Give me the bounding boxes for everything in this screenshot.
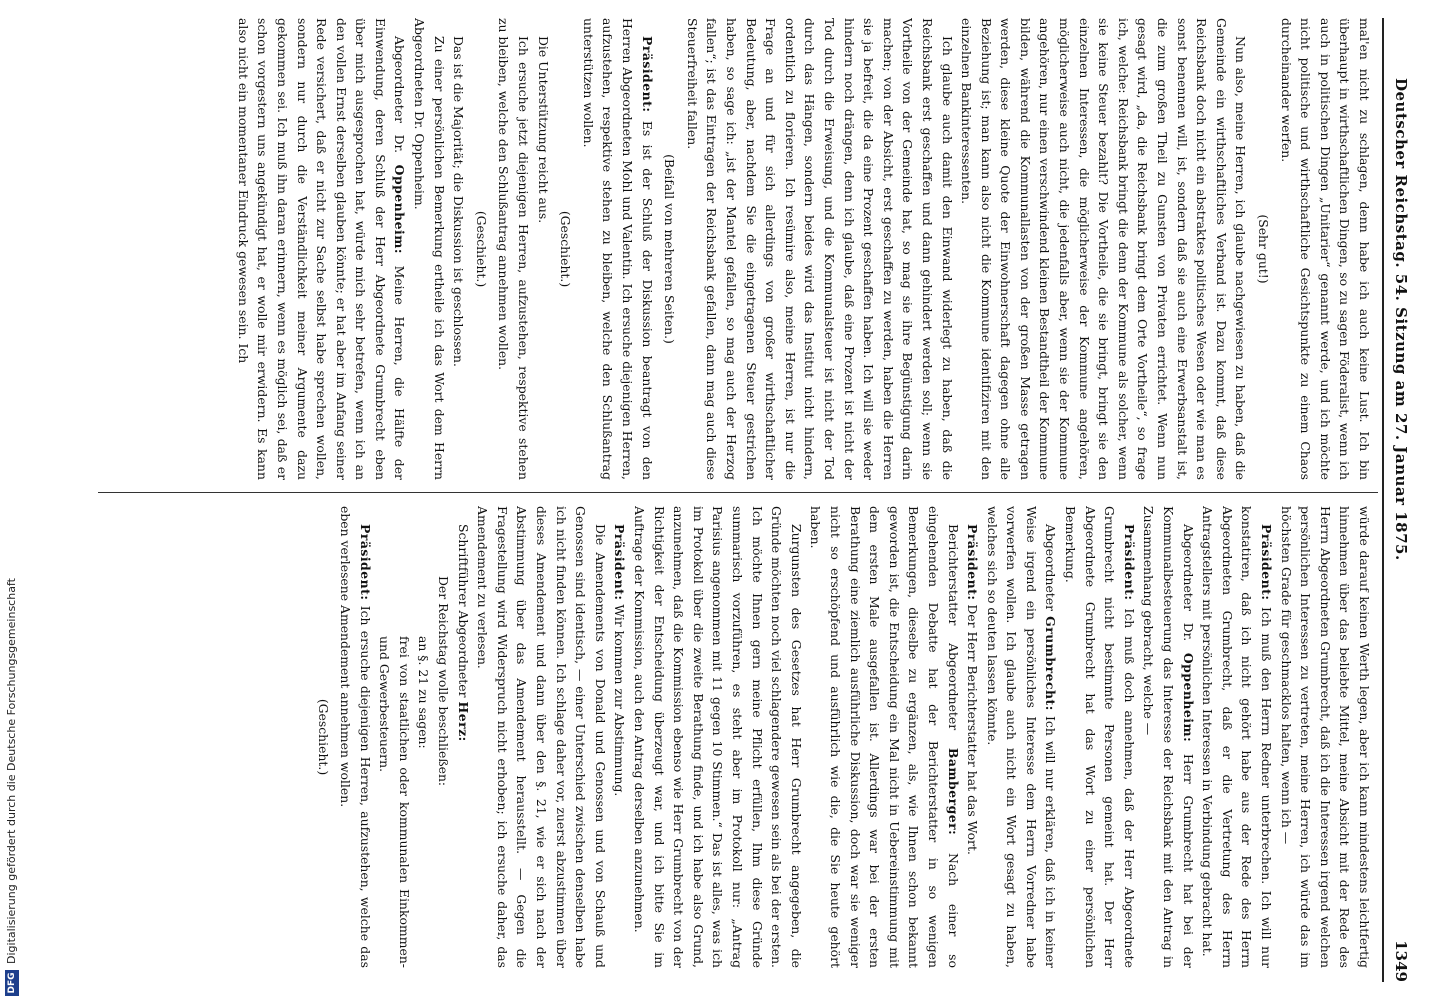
speaker-label: Präsident: bbox=[965, 524, 981, 601]
speech-text: Meine Herren, die Hälfte der Einwendung, deren Schluß der Herr Abgeordnete Grumbrecht eben über mich ausgesprochen hat, würde mich sehr betrefen, wenn ich an den vollen Ernst derselben glauben könnte; er hat aber im Anfang seiner Rede versichert, daß er nicht zur Sache selbst habe sprechen wollen, sondern nur durch die Verständlichkeit meiner Argumente dazu gekommen sei. Ich muß ihn daran erinnern, wenn es möglich sei, daß er schon vorgestern uns angekündigt hat, er wolle mir erwidern. Es kann also nicht ein momentaner Eindruck gewesen sein. Ich bbox=[235, 18, 408, 480]
speech-text: Herr Grumbrecht hat bei der Kommunalbesteuerung das Interesse der Reichsbank mit den Antrag in Zusammenhang gebracht, welche — bbox=[1141, 506, 1196, 968]
speaker-label: Präsident: bbox=[639, 36, 655, 113]
speech-text: Nach einer so eingehenden Debatte hat der Berichterstatter in so wenigen Bemerkungen, dieselbe zu ergänzen, als, wie Ihnen schon bekannt geworden ist, die Entscheidung ein Mal nicht in Uebereinstimmung mit dem ersten Male ausgefallen ist. Allerdings war bei der ersten Berathung eine ziemlich ausführliche Diskussion, doch war sie weniger nicht so erschöpfend und ausführlich wie die, die Sie heute gehört haben. bbox=[808, 506, 961, 968]
motion-text: an §. 21 zu sagen: bbox=[416, 636, 432, 749]
left-column bbox=[109, 18, 1374, 480]
speaker-label: Präsident: bbox=[1121, 524, 1137, 601]
speaker-label: Präsident: bbox=[357, 524, 373, 601]
paragraph bbox=[982, 506, 1060, 968]
speaker-name: Bamberger: bbox=[945, 747, 961, 836]
reaction: (Geschieht.) bbox=[315, 698, 331, 776]
speaker-name: Oppenheim: bbox=[392, 164, 408, 254]
paragraph: Die Unterstützung reicht aus. bbox=[535, 36, 551, 224]
speaker-label: Präsident: bbox=[1259, 524, 1275, 601]
speaker-name: Oppenheim: bbox=[1180, 652, 1196, 743]
paragraph: Ich ersuche jetzt diejenigen Herren, aufzustehen, respektive stehen zu bleiben, welche den Schlußantrag annehmen wollen. bbox=[496, 18, 532, 480]
paragraph bbox=[453, 506, 473, 968]
speaker-role: Schriftführer Abgeordneter bbox=[455, 524, 471, 698]
speaker-name: Herz: bbox=[455, 701, 471, 742]
paragraph bbox=[233, 18, 409, 480]
dfg-logo: DFG bbox=[5, 970, 19, 996]
paragraph bbox=[1198, 506, 1276, 968]
speech-text: Ich ersuche diejenigen Herren, aufzustehen, welche das eben verlesene Amendement annehmen wollen. bbox=[338, 506, 373, 968]
motion-text: Der Reichstag wolle beschließen: bbox=[436, 576, 452, 787]
speech-text: Es ist der Schluß der Diskussion beantragt von den Herren Abgeordneten Mohl und Valentin. Ich ersuche diejenigen Herren, aufzustehen, respektive stehen zu bleiben, welche den Schlußantrag unterstützen wollen. bbox=[580, 18, 655, 480]
paragraph bbox=[610, 506, 630, 968]
paragraph bbox=[1139, 506, 1198, 968]
paragraph: würde darauf keinen Werth legen, aber ich kann mindestens leichtfertig hinnehmen über das beliebte Mittel, meine Absicht mit der Rede des Herrn Abgeordneten Grumbrecht, daß ich die Interessen irgend welchen persönlichen Interessen zu vertreten, meine Herren, ich würde das im höchsten Grade für geschmacklos halten, wenn ich — bbox=[1278, 506, 1372, 968]
speech-text: Der Herr Berichterstatter hat das Wort. bbox=[965, 604, 981, 855]
speaker-role: Abgeordneter Dr. bbox=[1180, 524, 1196, 642]
speaker-name: Grumbrecht: bbox=[1043, 616, 1059, 711]
column-divider bbox=[98, 492, 1378, 493]
paragraph: Das ist die Majorität; die Diskussion ist geschlossen. bbox=[451, 36, 467, 367]
reaction: (Geschieht.) bbox=[558, 210, 574, 288]
paragraph: Zu einer persönlichen Bemerkung ertheile ich das Wort dem Herrn Abgeordneten Dr. Oppenheim. bbox=[412, 18, 447, 480]
page-content bbox=[14, 18, 1414, 982]
paragraph bbox=[1061, 506, 1139, 968]
motion-text: frei von staatlichen oder kommunalen Einkommen- und Gewerbesteuern. bbox=[377, 636, 412, 968]
paragraph bbox=[806, 506, 963, 968]
speaker-role: Abgeordneter Dr. bbox=[392, 36, 408, 154]
speaker-role: Berichterstatter Abgeordneter bbox=[945, 524, 961, 731]
paragraph: Nun also, meine Herren, ich glaube nachgewiesen zu haben, daß die Gemeinde ein wirthschaftliches Verband ist. Dazu kommt, daß diese Reichsbank doch nicht ein abstraktes politisches Wesen oder wie man es sonst benennen will, ist, sondern daß sie auch eine Erwerbsanstalt ist, die zum großen Theil zu Gunsten von Privaten errichtet. Wenn nun gesagt wird, „da, die Reichsbank bringt dem Orte Vortheile“, so frage ich, welche: Reichsbank bringt die denn der Kommune als solcher, wenn sie keine Steuer bezahlt? Die Vortheile, die sie bringt, bringt sie den einzelnen Interessen, die möglicherweise der Kommune angehören, möglicherweise auch nicht, die jedenfalls aber, wenn sie der Kommune angehören, nur einen verschwindend kleinen Bestandtheil der Kommune bilden, während die Kommunallasten von der großen Masse getragen werden, diese kleine Quote der Einwohnerschaft dagegen ohne alle Beziehung ist; man kann also nicht die Kommune identifiziren mit den einzelnen Bankinteressenten. bbox=[959, 18, 1249, 480]
paragraph: Zurgunsten des Gesetzes hat Herr Grumbrecht angegeben, die Gründe möchten noch viel schlagendere gewesen sein als bei der ersten. Ich möchte Ihnen gern meine Pflicht erfüllen, Ihm diese Gründe summarisch vorzuführen, es steht aber im Protokoll nur: „Antrag Parisius angenommen mit 11 gegen 10 Stimmen.“ Das ist alles, was ich im Protokoll über die zweite Berathung finde, und ich habe also Grund, anzunehmen, daß die Kommission ebenso wie Herr Grumbrecht von der Richtigkeit der Entscheidung überzeugt war, und ich bitte Sie im Auftrage der Kommission, auch den Antrag derselben anzunehmen. bbox=[632, 506, 804, 968]
credit-text: Digitalisierung gefördert durch die Deutsche Forschungsgemeinschaft bbox=[5, 578, 18, 964]
right-column bbox=[109, 506, 1374, 968]
header-rule bbox=[1382, 18, 1384, 982]
reaction: (Geschieht.) bbox=[473, 210, 489, 288]
paragraph: mal'en nicht zu schlagen, denn habe ich auch keine Lust. Ich bin überhaupt in wirthschaftlichen Dingen, so zu sagen Föderalist, wenn ich auch in politischen Dingen „Unitarier“ genannt werde, und ich möchte nicht politische und wirthschaftliche Gesichtspunkte zu einem Chaos durcheinander werfen. bbox=[1278, 18, 1372, 480]
page-number: 1349 bbox=[1392, 940, 1410, 982]
paragraph: Die Amendements von Donald und Genossen und von Schauß und Genossen sind identisch, — einer Unterschied zwischen denselben habe ich nicht finden können. Ich schlage daher vor, zuerst abzustimmen über dieses Amendement und dann über den §. 21, wie er sich nach der Abstimmung über das Amendement herausstellt. — Gegen die Fragestellung wird Widerspruch nicht erhoben; ich ersuche daher, das Amendement zu verlesen. bbox=[475, 506, 608, 968]
speech-text: Wir kommen zur Abstimmung. bbox=[612, 604, 628, 797]
running-title: Deutscher Reichstag. 54. Sitzung am 27. Januar 1875. bbox=[1392, 78, 1410, 561]
page-header bbox=[1384, 18, 1414, 982]
reaction: (Beifall von mehreren Seiten.) bbox=[662, 154, 678, 344]
speech-text: Ich will nur erklären, daß ich in keiner Weise irgend ein persönliches Interesse dem Herrn Vorredner habe vorwerfen wollen. Ich glaube auch nicht ein Wort gesagt zu haben, welches sich so deuten lassen könnte. bbox=[984, 506, 1059, 968]
speech-text: Ich muß den Herrn Redner unterbrechen. Ich will nur konstatiren, daß ich nicht gehört habe aus der Rede des Herrn Abgeordneten Grumbrecht, daß er die Vertretung des Herrn Antragstellers mit persönlichen Interessen in Verbindung gebracht hat. bbox=[1200, 506, 1275, 968]
paragraph: Ich glaube auch damit den Einwand widerlegt zu haben, daß die Reichsbank erst geschaffen und dann gehindert werden soll; wenn sie Vortheile von der Gemeinde hat, so mag sie ihre Begünstigung darin machen; von der Absicht, erst geschaffen zu werden, haben die Herren sie ja befreit, die da eine Prozent geschaffen haben. Ich will sie weder hindern noch drängen, denn ich glaube, daß eine Prozent ist nicht der Tod durch die Erweisung, und die Kommunalsteuer ist nicht der Tod durch das Hängen, sondern beides wird das Institut nicht hindern, ordentlich zu florieren. Ich resümire also, meine Herren, ist nur die Frage an und für sich allerdings von großer wirthschaftlicher Bedeutung, aber, nachdem Sie die eingetragenen Steuer gestrichen haben, so sage ich: „ist der Mantel gefallen, so mag auch der Herzog fallen“; ist das Eintragen der Reichsbank gefallen, dann mag auch diese Steuerfreiheit fallen. bbox=[684, 18, 955, 480]
speech-text: Ich muß doch annehmen, daß der Herr Abgeordnete Grumbrecht nicht bestimmte Personen gemeint hat. Der Herr Abgeordnete Grumbrecht hat das Wort zu einer persönlichen Bemerkung. bbox=[1063, 506, 1137, 968]
paragraph bbox=[578, 18, 656, 480]
speaker-role: Abgeordneter bbox=[1043, 524, 1059, 612]
paragraph bbox=[963, 506, 983, 968]
speaker-label: Präsident: bbox=[612, 524, 628, 601]
reaction: (Sehr gut!) bbox=[1256, 214, 1272, 284]
digitisation-credit bbox=[2, 0, 22, 1000]
paragraph bbox=[336, 506, 375, 968]
